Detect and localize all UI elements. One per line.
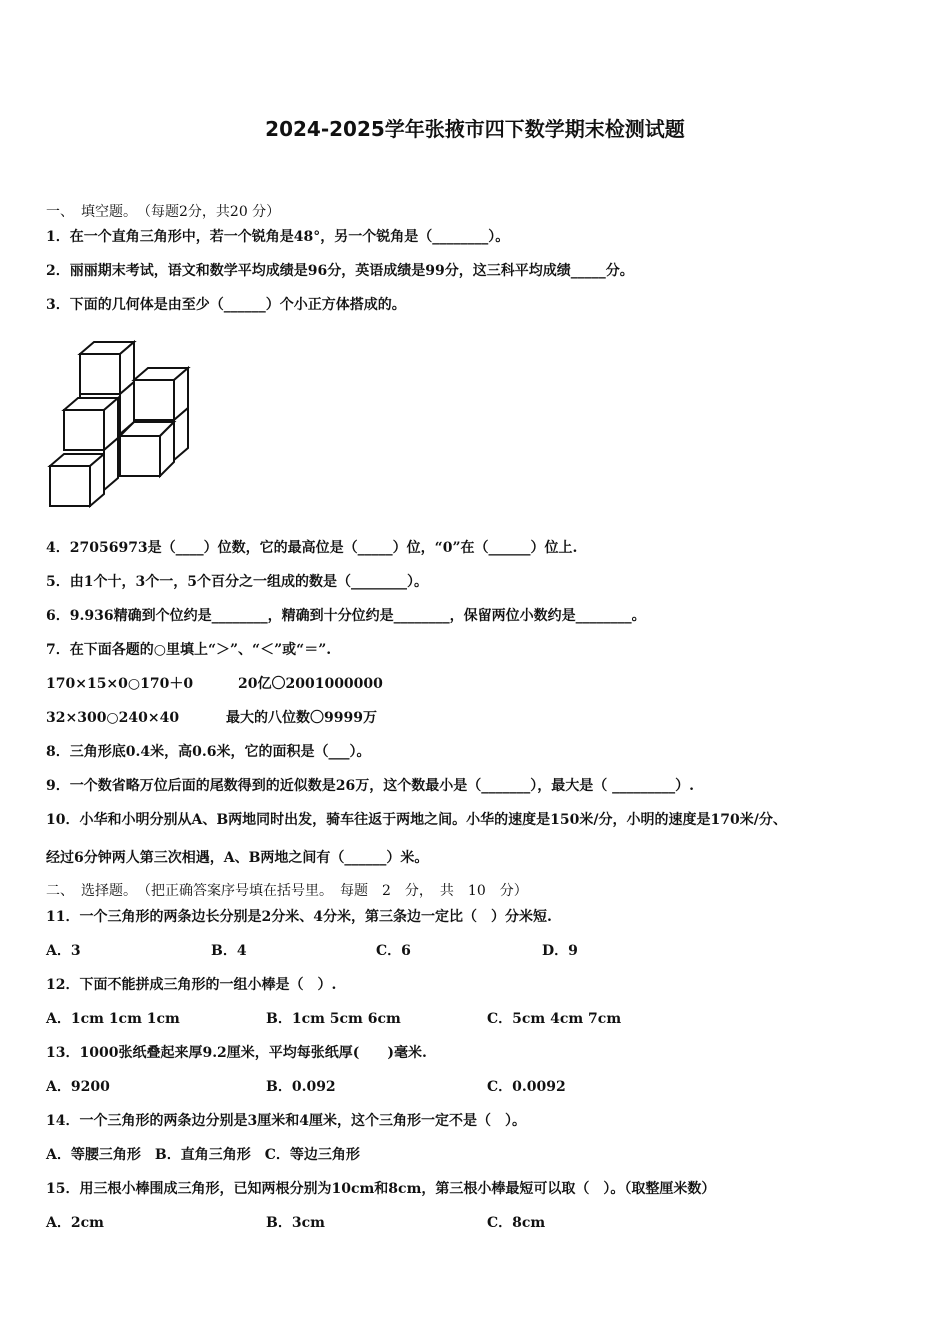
question-7-row-2-right: 最大的八位数〇9999万 <box>226 710 377 726</box>
question-5: 5．由1个十，3个一，5个百分之一组成的数是（________）。 <box>46 574 428 590</box>
option-a[interactable]: A．9200 <box>46 1079 110 1095</box>
option-b[interactable]: B．4 <box>211 943 247 959</box>
question-12: 12．下面不能拼成三角形的一组小棒是（ ）. <box>46 977 337 993</box>
question-12-options <box>46 1010 746 1028</box>
cube-stack-figure <box>46 338 196 513</box>
option-b[interactable]: B．0.092 <box>266 1079 336 1095</box>
question-1: 1．在一个直角三角形中，若一个锐角是48°，另一个锐角是（________）。 <box>46 229 510 245</box>
question-13: 13．1000张纸叠起来厚9.2厘米，平均每张纸厚( )毫米. <box>46 1045 427 1061</box>
question-2: 2．丽丽期末考试，语文和数学平均成绩是96分，英语成绩是99分，这三科平均成绩_____分。 <box>46 263 634 279</box>
question-13-options <box>46 1078 746 1096</box>
question-15: 15．用三根小棒围成三角形，已知两根分别为10cm和8cm，第三根小棒最短可以取（ ）。（取整厘米数） <box>46 1181 716 1197</box>
question-10-line-1: 10．小华和小明分别从A、B两地同时出发，骑车往返于两地之间。小华的速度是150米/分，小明的速度是170米/分、 <box>46 812 787 828</box>
cube-face <box>64 410 104 450</box>
option-b[interactable]: B．3cm <box>266 1215 325 1231</box>
cube-face <box>50 466 90 506</box>
question-7: 7．在下面各题的○里填上“＞”、“＜”或“＝”. <box>46 642 332 658</box>
cube-face <box>120 436 160 476</box>
option-c[interactable]: C．0.0092 <box>487 1079 566 1095</box>
option-a[interactable]: A．3 <box>46 943 81 959</box>
option-c[interactable]: C．8cm <box>487 1215 546 1231</box>
question-4: 4．27056973是（____）位数，它的最高位是（_____）位，“0”在（______）位上. <box>46 540 578 556</box>
option-d[interactable]: D．9 <box>542 943 578 959</box>
option-a[interactable]: A．2cm <box>46 1215 104 1231</box>
option-c[interactable]: C．6 <box>376 943 411 959</box>
question-10-line-2: 经过6分钟两人第三次相遇，A、B两地之间有（______）米。 <box>46 850 429 866</box>
page-title: 2024-2025学年张掖市四下数学期末检测试题 <box>265 117 685 141</box>
question-14-options: A．等腰三角形 B．直角三角形 C．等边三角形 <box>46 1147 360 1163</box>
cube-face <box>80 354 120 394</box>
question-3: 3．下面的几何体是由至少（______）个小正方体搭成的。 <box>46 297 406 313</box>
question-7-row-1-left: 170×15×0○170＋0 <box>46 676 194 692</box>
option-a[interactable]: A．1cm 1cm 1cm <box>46 1011 180 1027</box>
question-11-options <box>46 942 646 960</box>
question-8: 8．三角形底0.4米，高0.6米，它的面积是（___）。 <box>46 744 371 760</box>
section-heading-choice: 二、 选择题。 （把正确答案序号填在括号里。 每题 2 分， 共 10 分） <box>46 883 528 899</box>
question-7-row-2-left: 32×300○240×40 <box>46 710 180 726</box>
option-c[interactable]: C．5cm 4cm 7cm <box>487 1011 622 1027</box>
question-9: 9．一个数省略万位后面的尾数得到的近似数是26万，这个数最小是（_______），最大是（ _________）. <box>46 778 694 794</box>
question-15-options <box>46 1214 746 1232</box>
question-11: 11．一个三角形的两条边长分别是2分米、4分米，第三条边一定比（ ）分米短. <box>46 909 552 925</box>
question-14: 14．一个三角形的两条边分别是3厘米和4厘米，这个三角形一定不是（ ）。 <box>46 1113 526 1129</box>
section-heading-fill-in: 一、 填空题。 （每题2分，共20 分） <box>46 204 281 220</box>
cube-face <box>134 380 174 420</box>
question-7-row-1-right: 20亿〇2001000000 <box>238 676 383 692</box>
option-b[interactable]: B．1cm 5cm 6cm <box>266 1011 401 1027</box>
question-6: 6．9.936精确到个位约是________，精确到十分位约是________，保留两位小数约是________。 <box>46 608 646 624</box>
